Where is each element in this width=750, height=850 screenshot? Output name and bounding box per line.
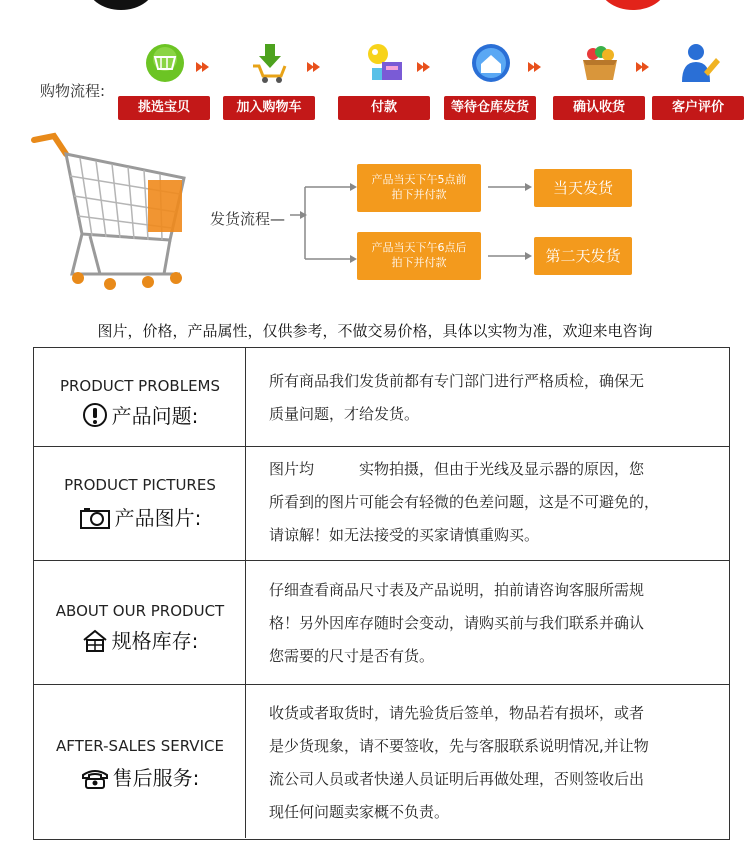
content-line: 收货或者取货时，请先验货后签单，物品若有损坏，或者 (269, 704, 645, 722)
row-content (269, 697, 717, 829)
step-label: 挑选宝贝 (118, 96, 210, 120)
row-title-en: AFTER-SALES SERVICE (56, 737, 224, 755)
step-label: 等待仓库发货 (444, 96, 536, 120)
row-title-cn-text: 产品问题 (111, 404, 192, 428)
step-label: 确认收货 (553, 96, 645, 120)
table-row (34, 447, 729, 561)
table-row (34, 685, 729, 838)
row-title-cn: 规格库存: (34, 625, 246, 654)
camera-icon (79, 506, 111, 530)
result-same-day: 当天发货 (534, 169, 632, 207)
content-line: 所有商品我们发货前都有专门部门进行严格质检，确保无 (269, 372, 645, 390)
condition-line: 产品当天下午5点前 (371, 173, 467, 186)
row-title-cn-text: 规格库存 (111, 629, 192, 653)
content-line: 请谅解！如无法接受的买家请慎重购买。 (269, 526, 540, 544)
content-line: 所看到的图片可能会有轻微的色差问题，这是不可避免的， (269, 493, 660, 511)
row-content (269, 453, 717, 552)
row-content (269, 365, 717, 431)
row-title-en: PRODUCT PROBLEMS (59, 377, 221, 395)
result-next-day: 第二天发货 (534, 237, 632, 275)
shipping-flow-label: 发货流程— (210, 210, 286, 228)
content-line: 您需要的尺寸是否有货。 (269, 647, 435, 665)
content-line: 仔细查看商品尺寸表及产品说明，拍前请咨询客服所需规 (269, 581, 645, 599)
row-title-cn-text: 产品图片 (114, 506, 195, 530)
content-line: 现任何问题卖家概不负责。 (269, 803, 450, 821)
exclamation-icon (82, 402, 108, 428)
condition-line: 拍下并付款 (391, 188, 447, 201)
row-title-cell (34, 561, 246, 684)
row-title-en: ABOUT OUR PRODUCT (55, 602, 225, 620)
row-title-cn: 产品图片: (34, 502, 246, 531)
row-title-cn-text: 售后服务 (112, 766, 193, 790)
house-icon (82, 629, 108, 653)
row-content (269, 574, 717, 673)
content-line: 流公司人员或者快递人员证明后再做处理，否则签收后出 (269, 770, 645, 788)
content-line: 质量问题，才给发货。 (269, 405, 420, 423)
row-title-cell (34, 447, 246, 560)
info-table (33, 347, 730, 840)
step-label: 付款 (338, 96, 430, 120)
condition-after-6pm (357, 232, 481, 280)
step-label: 客户评价 (652, 96, 744, 120)
table-row (34, 348, 729, 447)
row-title-cell (34, 685, 246, 838)
row-title-cn: 产品问题: (34, 400, 246, 429)
table-row (34, 561, 729, 685)
step-label: 加入购物车 (223, 96, 315, 120)
row-title-en: PRODUCT PICTURES (64, 476, 216, 494)
content-line: 格！另外因库存随时会变动，请购买前与我们联系并确认 (269, 614, 645, 632)
condition-line: 拍下并付款 (391, 256, 447, 269)
condition-line: 产品当天下午6点后 (371, 241, 467, 254)
shopping-flow-label: 购物流程: (40, 82, 106, 100)
content-line: 图片均 实物拍摄，但由于光线及显示器的原因，您 (269, 460, 645, 478)
disclaimer-notice: 图片，价格，产品属性，仅供参考，不做交易价格，具体以实物为准，欢迎来电咨询 (97, 322, 653, 340)
row-title-cn: 售后服务: (34, 762, 246, 791)
row-title-cell (34, 348, 246, 446)
content-line: 是少货现象，请不要签收，先与客服联系说明情况,并让物 (269, 737, 649, 755)
condition-before-5pm (357, 164, 481, 212)
telephone-icon (81, 768, 109, 790)
